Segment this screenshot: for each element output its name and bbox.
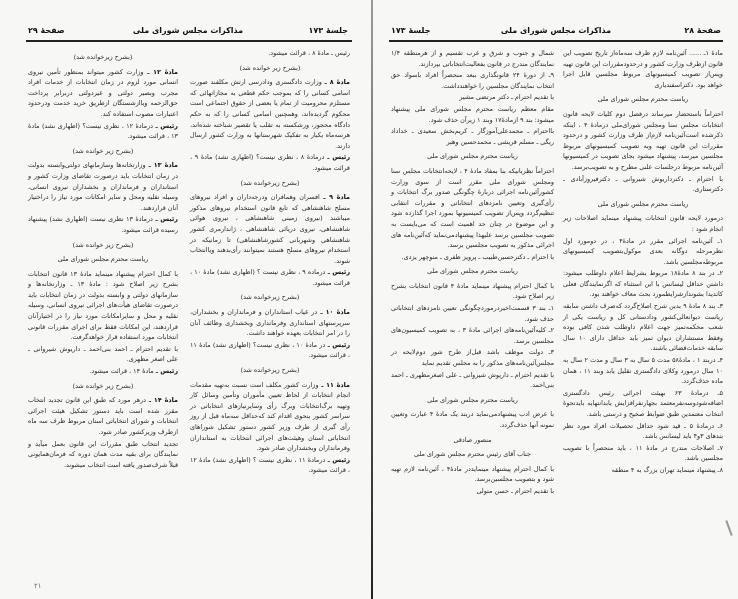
section-note [28,52,178,63]
paragraph [563,213,723,234]
paragraph-label: رئیس ـ [152,215,178,224]
paragraph-text: با تقدیم احترام ـ حسن متولی [476,486,554,495]
paragraph-text: ریاست محترم مجلس شورای ملی [597,95,689,104]
paragraph-text: (بشرح زیر خوانده شد) [72,146,134,155]
paragraph-text: با کمال احترام پیشنهاد مینمایددر مادهٔ۴ ، آئین‌نامه لازم تهیه شود و بتصویب مجلسین‌برسد. [391,464,554,484]
paragraph-text: (بشرح زیرخوانده شد) [73,53,133,61]
paragraph-label: رئیس ـ [325,455,351,464]
paragraph [563,421,723,442]
paragraph [563,236,723,268]
page-footer-mark: ۲۱ [34,582,42,590]
paragraph-text: درماده ۹ ، نظری نیست ؟ (اظهاری نشد) مادهٔ ۱۰ ، قرائت میشود. [190,268,350,287]
paragraph [190,192,350,266]
paragraph-text: (بشرح زیرخوانده شد) [240,293,300,302]
paragraph [563,268,723,300]
paragraph [28,67,178,120]
paragraph-text: منصور صادقی [453,435,492,444]
paragraph [28,121,178,142]
paragraph-text: با احترام ـ دکترحسین‌طبیب ـ پرویز ظفری ـ منوچهر یزدی. [401,252,554,261]
paragraph-text: مقام معظم ریاست محترم مجلس شورای ملی پیشنهاد میشود: بند ۹ ازمادهٔ۱۷ وبند ۱ زیرآن حذف شود. [391,104,554,124]
paragraph [563,109,723,173]
paragraph [190,48,350,59]
paragraph-label: رئیس ـ [325,340,351,349]
paragraph-text: وزارت کشور مکلف است نسبت به‌تهیه مقدمات انجام انتخابات از لحاظ تعیین مأموران وتأمین وسائل کار وتهیه برگ‌انتخابات وبرگ رأی وسایرنیازهای انتخاباتی در سراسر کشور بنحوی اقدام کند که‌حداقل سه‌ماه قبل از روز رأی گیری از طرف وزیر کشور دستور تشکیل شوراهای انتخاباتی استان وهیئت‌های اجرائی انتخابات به استانداران وفرمانداران وبخشداران صادر شود. [190,380,350,453]
section-note [563,94,723,105]
paragraph-label: مادهٔ ۹ ـ [319,193,350,202]
section-note [391,266,554,277]
paragraph-text: (بشرح زیر خوانده شد) [239,63,301,72]
paragraph-text: ۶ـ درمادهٔ ۵ ـ قید شود حداقل تحصیلات افراد مورد نظر بندهای ۳و۴ باید لیسانس باشد. [563,421,724,441]
paragraph-label: رئیس ـ [324,153,350,162]
paragraph-text: ۹ـ از دورهٔ ۲۴ قانونگذاری ببعد منحصراً افراد باسواد حق انتخاب نمایندگان مجلسین را خواهندداشت. [391,71,554,90]
paragraph [563,301,723,354]
paragraph [28,439,178,471]
paragraph [190,307,350,339]
paragraph-text: درمادهٔ ۱۲ ، نظری نیست؟ (اظهاری نشد) مادهٔ ۱۳ ، قرائت میشود. [28,121,178,141]
paragraph-text: تجدید انتخاب طبق مقررات این قانون بعمل میآید و نمایندگان برای بقیه مدت همان دوره که فرمان‌همایونی قبلاً شرف‌صدور یافته است انتخاب میشوند. [28,439,178,469]
header-rule [389,40,723,42]
paragraph [28,269,178,343]
paragraph-text: ۳ـ بند ۸ مادهٔ ۹ بدین شرح اصلاح‌گردد که‌صرف داشتن سابقه ریاست دیوانعالی‌کشور ودادستانی کل و ریاست یکی از شعب محکمه‌تمیز جهت اعلام داوطلب شدن کافی بوده وفقط مستشاران دیوان تمیز باید حداقل دارای ۱۰ سال سابقه خدمات‌قضائی باشند. [563,302,723,353]
page-number: صفحهٔ ۲۹ [28,26,65,35]
paragraph-text: با کمال احترام پیشنهاد مینماید مادهٔ ۴ قانون انتخابات بشرح زیر اصلاح شود. [391,281,554,301]
paragraph [190,77,350,151]
paragraph-text: با تقدیم احترام ـ دکتر مرتضی مشیر [459,93,554,102]
paragraph-text: با تقدیم احترام ـ احمد بنی‌احمد ـ داریوش شیروانی ـ علی اصغر مظهری. [28,344,178,364]
paragraph [190,267,350,288]
header-rule [26,40,352,42]
paragraph-text: بااحترام ـ محمدعلی‌آموزگار ـ کریم‌بخش سعیدی ـ خداداد ریگی ـ مسلم قریشی ـ محمدحسین وهبر [391,127,554,146]
paragraph-text: مادهٔ ۱۴ ، قرائت میشود. [89,367,154,376]
paragraph [190,340,350,361]
paragraph-text: ۱ـ آئین‌نامه اجرائی مقرر در مادهٔ۴ ، در دومورد اول نظرمرحله دوگانه بعدی موکول‌بتصویب کمیسیونهای مربوطه‌مجلسین باشد. [563,236,723,266]
paragraph-text: درمادهٔ ۸ ، نظری نیست؟ (اظهاری نشد) مادهٔ ۹ ، قرائت میشود. [190,153,350,172]
right-page-right-column [563,48,723,477]
paragraph-label: مادهٔ ۱۱ ـ [318,380,350,389]
paragraph [563,355,723,387]
paragraph-label: مادهٔ ۱۳ ـ [145,161,178,170]
paragraph [391,486,554,497]
paragraph [391,126,554,147]
paragraph [28,395,178,437]
section-note [391,151,554,162]
paragraph-label: مادهٔ ۱۰ ـ [317,308,351,317]
paragraph [391,325,554,346]
session-number: جلسهٔ ۱۷۳ [308,26,348,35]
paragraph-label: رئیس ـ [152,121,178,130]
paragraph-text: ریاست محترم مجلس شورای ملی [57,255,149,264]
paragraph [190,152,350,173]
paragraph-text: درمادهٔ ۱۱ ، نظری نیست ؟ (اظهاری نشد) مادهٔ ۱۲ ، قرائت میشود. [190,455,350,475]
paragraph-text: ریاست محترم مجلس شورای ملی [427,152,518,161]
section-note [28,254,178,265]
section-note [28,381,178,392]
right-page-left-column [391,48,554,498]
paragraph [563,48,723,90]
paragraph-text: ۸ـ پیشنهاد مینماید تهران بزرگ به ۴ منطقه [611,465,723,474]
paragraph-text: درمادهٔ ۱۳ نظری نیست (اظهاری نشد) پیشنهاد رسیده قرائت میشود. [28,215,178,234]
paragraph [563,465,723,476]
paragraph-label: مادهٔ ۸ ـ [321,78,350,87]
paragraph [391,48,554,69]
paragraph [391,92,554,103]
paragraph-text: ۱ـ بند ۳ قسمت‌اخیردرمورد‌چگونگی تعیین نامزدهای انتخاباتی حذف شود. [391,304,554,323]
section-note [190,292,350,303]
paragraph [563,388,723,420]
paragraph-label: رئیس ـ [325,268,350,277]
section-note [391,449,554,460]
paragraph [563,174,723,195]
right-page [373,0,738,599]
scan-artifact [725,520,732,536]
paragraph [391,281,554,302]
section-note [190,365,350,376]
paragraph-label: رئیس ـ [153,367,178,376]
paragraph [28,366,178,377]
paragraph-text: درمورد لایحه قانون انتخابات پیشنهاد مینماید اصلاحات زیر انجام شود : [563,214,723,233]
paragraph-text: ریاست محترم مجلس شورای ملی [427,395,518,404]
paragraph-text: شمال و جنوب و شرق و غرب تقسیم و از هرمنطقه ۱/۴ نمایندگان مندرج در قانون بفعالیت‌انتخاباتی بپردازند. [391,49,554,68]
paragraph [391,104,554,125]
paragraph [391,409,554,430]
paragraph [28,344,178,365]
paragraph [190,380,350,454]
paragraph-text: احتراماً نظربانیکه بنا بمفاد مادهٔ ۴ ، لایحه‌انتخابات مجلس سنا ومجلس شورای ملی مقرر است از سوی وزارت کشورآئین‌نامه اجرائی دربارهٔ چگونگی صدور برگ انتخابات و رأی‌گیری وتعیین نامزدهای انتخاباتی و مقررات انتقابی تنظیم‌گردد وپس‌از تصویب کمیسیونها بمورد اجرا گذارده شود و این موضوع در چنان حد اهمیت است که می‌بایست به تصویب مجلسین برسد علیهذا پیشنهاد‌می‌نماید که‌آئین‌نامه های اجرائی مذکور به تصویب مجلسین برسد. [391,166,554,250]
running-title: مذاکرات مجلس شورای ملی [132,26,244,35]
paragraph-text: ریاست محترم مجلس شورای ملی [427,267,518,276]
session-number: جلسهٔ ۱۷۳ [391,26,431,35]
paragraph-text: (بشرح زیرخوانده شد) [240,178,300,187]
paragraph-label: مادهٔ ۱۴ ـ [146,396,178,405]
paragraph [28,160,178,213]
left-page-right-column [190,48,350,477]
paragraph-text: با احترام ـ دکترداریوش شیروانی ـ دکترفیروزآبادی ـ دکترستاری. [563,174,723,194]
paragraph [563,443,723,464]
right-page-header [391,26,721,40]
page-number: صفحهٔ ۲۸ [684,26,721,35]
paragraph [391,252,554,263]
section-note [190,178,350,189]
paragraph-text: در غیاب استانداران و فرمانداران و بخشداران، سرپرستهای استانداری وفرمانداری وبخشداری وظائف آنان را در امر انتخابات بعهده خواهند داشت. [190,308,350,338]
left-page-header [28,26,348,40]
paragraph [28,214,178,235]
paragraph-text: جناب آقای رئیس محترم مجلس شورای ملی [414,450,531,459]
paragraph-text: با عرض ادب پیشنهادمی‌نماید دربند یک مادهٔ ۴ عبارت وتعیین نمونه آنها حذف‌گردد. [391,410,554,429]
paragraph [391,347,554,368]
paragraph [190,455,350,476]
paragraph-label: مادهٔ ۱۲ ـ [143,67,179,76]
paragraph-text: در مادهٔ ۱۰ ، نظری نیست؟ (اظهاری نشد) مادهٔ ۱۱ ، قرائت میشود. [190,340,350,360]
section-note [391,395,554,406]
section-note [563,199,723,210]
section-note [391,435,554,446]
paragraph [391,303,554,324]
paragraph-text: (بشرح زیرخوانده شد) [240,366,300,375]
paragraph-text: مادهٔ ۱ـ ...... آئین‌نامه لازم ظرف سه‌ماه‌از تاریخ تصویب این قانون ازطرف وزارت کشور و درحدودمقررات این قانون تهیه وپس‌از تصویب کمیسیونهای مربوط مجلسین قابل اجرا خواهد بود. دکتراسفندیاری [563,49,723,89]
paragraph-text: احتراماً باستحضار میرساند درفصل دوم کلیات لایحه قانون انتخابات مجلس سنا ومجلس شورای‌ملی درمادهٔ ۴ ، اینکه ذکرشده است‌آئین‌نامه لازم‌از طرف وزارت کشور و درحدود مقررات این قانون تهیه وبه تصویب کمیسیونهای مربوط مجلسین میرسد، پیشنهاد میشود بجای تصویب در کمیسیونها آئین‌نامه مربوط درجلسات علنی مطرح و به تصویب‌برسد. [563,109,723,171]
paragraph-text: ۵ـ درمادهٔ ۶۳ بهیئت اجرائی رئیس دادگستری اضافه‌شودوسه‌نفرمعتمد بجهارنفرافزایش یابدانتهایه بایدنحوهٔ انتخاب معتمدین طبق ضوابط صحیح و درستی باشد. [563,388,723,418]
paragraph-text: وزارت دادگستری ودادرسی ارتش مکلفند صورت اسامی کسانی را که بموجب حکم قطعی به مجازاتهائی که مستلزم محرومیت از تمام یا بعضی از حقوق اجتماعی است محکوم گردیده‌اند، وهمچنین اسامی کسانی را که به حکم دادگاه محجور، ورشکسته به تقلب یا تقصیر شناخته شده‌اند، هرسه‌ماه یکبار به تفکیک شهرستانها به وزارت کشور ارسال دارند. [190,78,350,150]
paragraph-text: ریاست محترم مجلس شورای ملی [597,199,689,208]
paragraph [391,166,554,251]
section-note [28,240,178,251]
paragraph-text: افسران وهمافران ودرجه‌داران و افراد نیروهای مسلح شاهنشاهی که تابع قانون استخدام نیروهای مذکور میباشند (نیروی زمینی شاهنشاهی ، نیروی هوائی شاهنشاهی، نیروی دریائی شاهنشاهی ، ژاندارمری کشور شاهنشاهی وشهربانی کشورشاهنشاهی) تا زمانیکه در استخدام نیروهای مسلح هستند نمیتوانند رأی‌بدهند ویاانتخاب شوند. [190,193,350,265]
paragraph-text: ۲ـ کلیه‌آئین‌نامه‌های اجرائی مادهٔ ۳ ، به تصویب کمیسیون‌های مجلسین برسد. [391,326,554,345]
running-title: مذاکرات مجلس شورای ملی [500,26,612,35]
paragraph-text: وزارتخانه‌ها وسازمانهای دولتی‌وابسته بدولت در زمان انتخابات باید درصورت تقاضای وزارت کشور و استانداران و فرمانداران و بخشداران نیروی انسانی، وسیله نقلیه ومحل و سایر امکانات مورد نیاز را دراختیار آنان قراردهند. [28,161,178,212]
paragraph-text: ۷ـ اصلاحات مندرج در مادهٔ ۱۱ ، باید منحصراً با تصویب مجلسین باشد. [563,443,723,463]
paragraph-text: (بشرح زیر خوانده شد) [72,381,134,390]
paragraph-text: (بشرح زیر خوانده شد) [72,240,134,249]
section-note [190,63,350,74]
section-note [28,146,178,157]
left-page-left-column [28,48,178,471]
paragraph [391,70,554,91]
paragraph [391,464,554,485]
paragraph [391,370,554,391]
paragraph-text: درهر مورد که طبق این قانون تجدید انتخاب مقرر شده است باید دستور تشکیل هیئت اجرائی انتخابات و شورای انتخاباتی استان مربوط ظرف سه ماه ازطرف وزیرکشور صادر شود. [28,396,178,436]
paragraph-text: رئیس ـ مادهٔ ۸ ، قرائت میشود. [268,49,350,57]
paragraph-text: ۳ـ دولت موظف باشد قبل‌از طرح شور دوم‌لایحه در مجلس‌آئین‌نامه‌های مذکور را به مجلس تقدیم نماید [391,348,554,368]
paragraph-text: ۲ـ در بند ۸ مادهٔ۱۸ مربوط بشرایط اعلام داوطلب میشود: داشتن حداقل لیسانس با این استثناء که اگرنمایندگان فعلی کاندیدا بشوند‌ازشرایطمورد بحث معاف خواهند بود. [563,269,723,299]
paragraph-text: با تقدیم احترام ـ داریوش شیروانی ـ علی اصغرمظهری ـ احمد بنی‌احمد. [391,370,554,390]
paragraph-text: وزارت کشور میتواند بمنظور تأمین نیروی انسانی مورد لزوم در زمان انتخابات از خدمات افراد مجرب وبصیر دولتی و غیردولتی دربرابر پرداخت حق‌الزحمه ویاازشستگان ازطریق خرید خدمت ودرحدود اعتبارات مصوب استفاده کند. [28,67,178,118]
paragraph-text: ۴ـ دربند ۱ ، مادهٔ۵۸ مدت ۵ سال به ۳ سال و مدت ۲ سال به ۱۰ سال درمورد وکلای دادگستری تقلیل یابد وبند ۱۱ ، همان ماده حذف‌گردد. [563,356,724,386]
paragraph-text: با کمال احترام پیشنهاد مینماید مادهٔ ۱۳ قانون انتخابات بشرح زیر اصلاح شود : مادهٔ ۱۳ ـ وزارتخانه‌ها و سازمانهای دولتی و وابسته بدولت در زمان انتخابات باید درصورت تقاضای هیأت‌های اجرائی نیروی انسانی، وسیله نقلیه و محل و سایرامکانات مورد نیاز را در اختیارآنان قراردهند، این امکانات فقط برای اجرای مقررات قانونی انتخابات مورد استفاده قرار خواهدگرفت. [28,269,178,342]
